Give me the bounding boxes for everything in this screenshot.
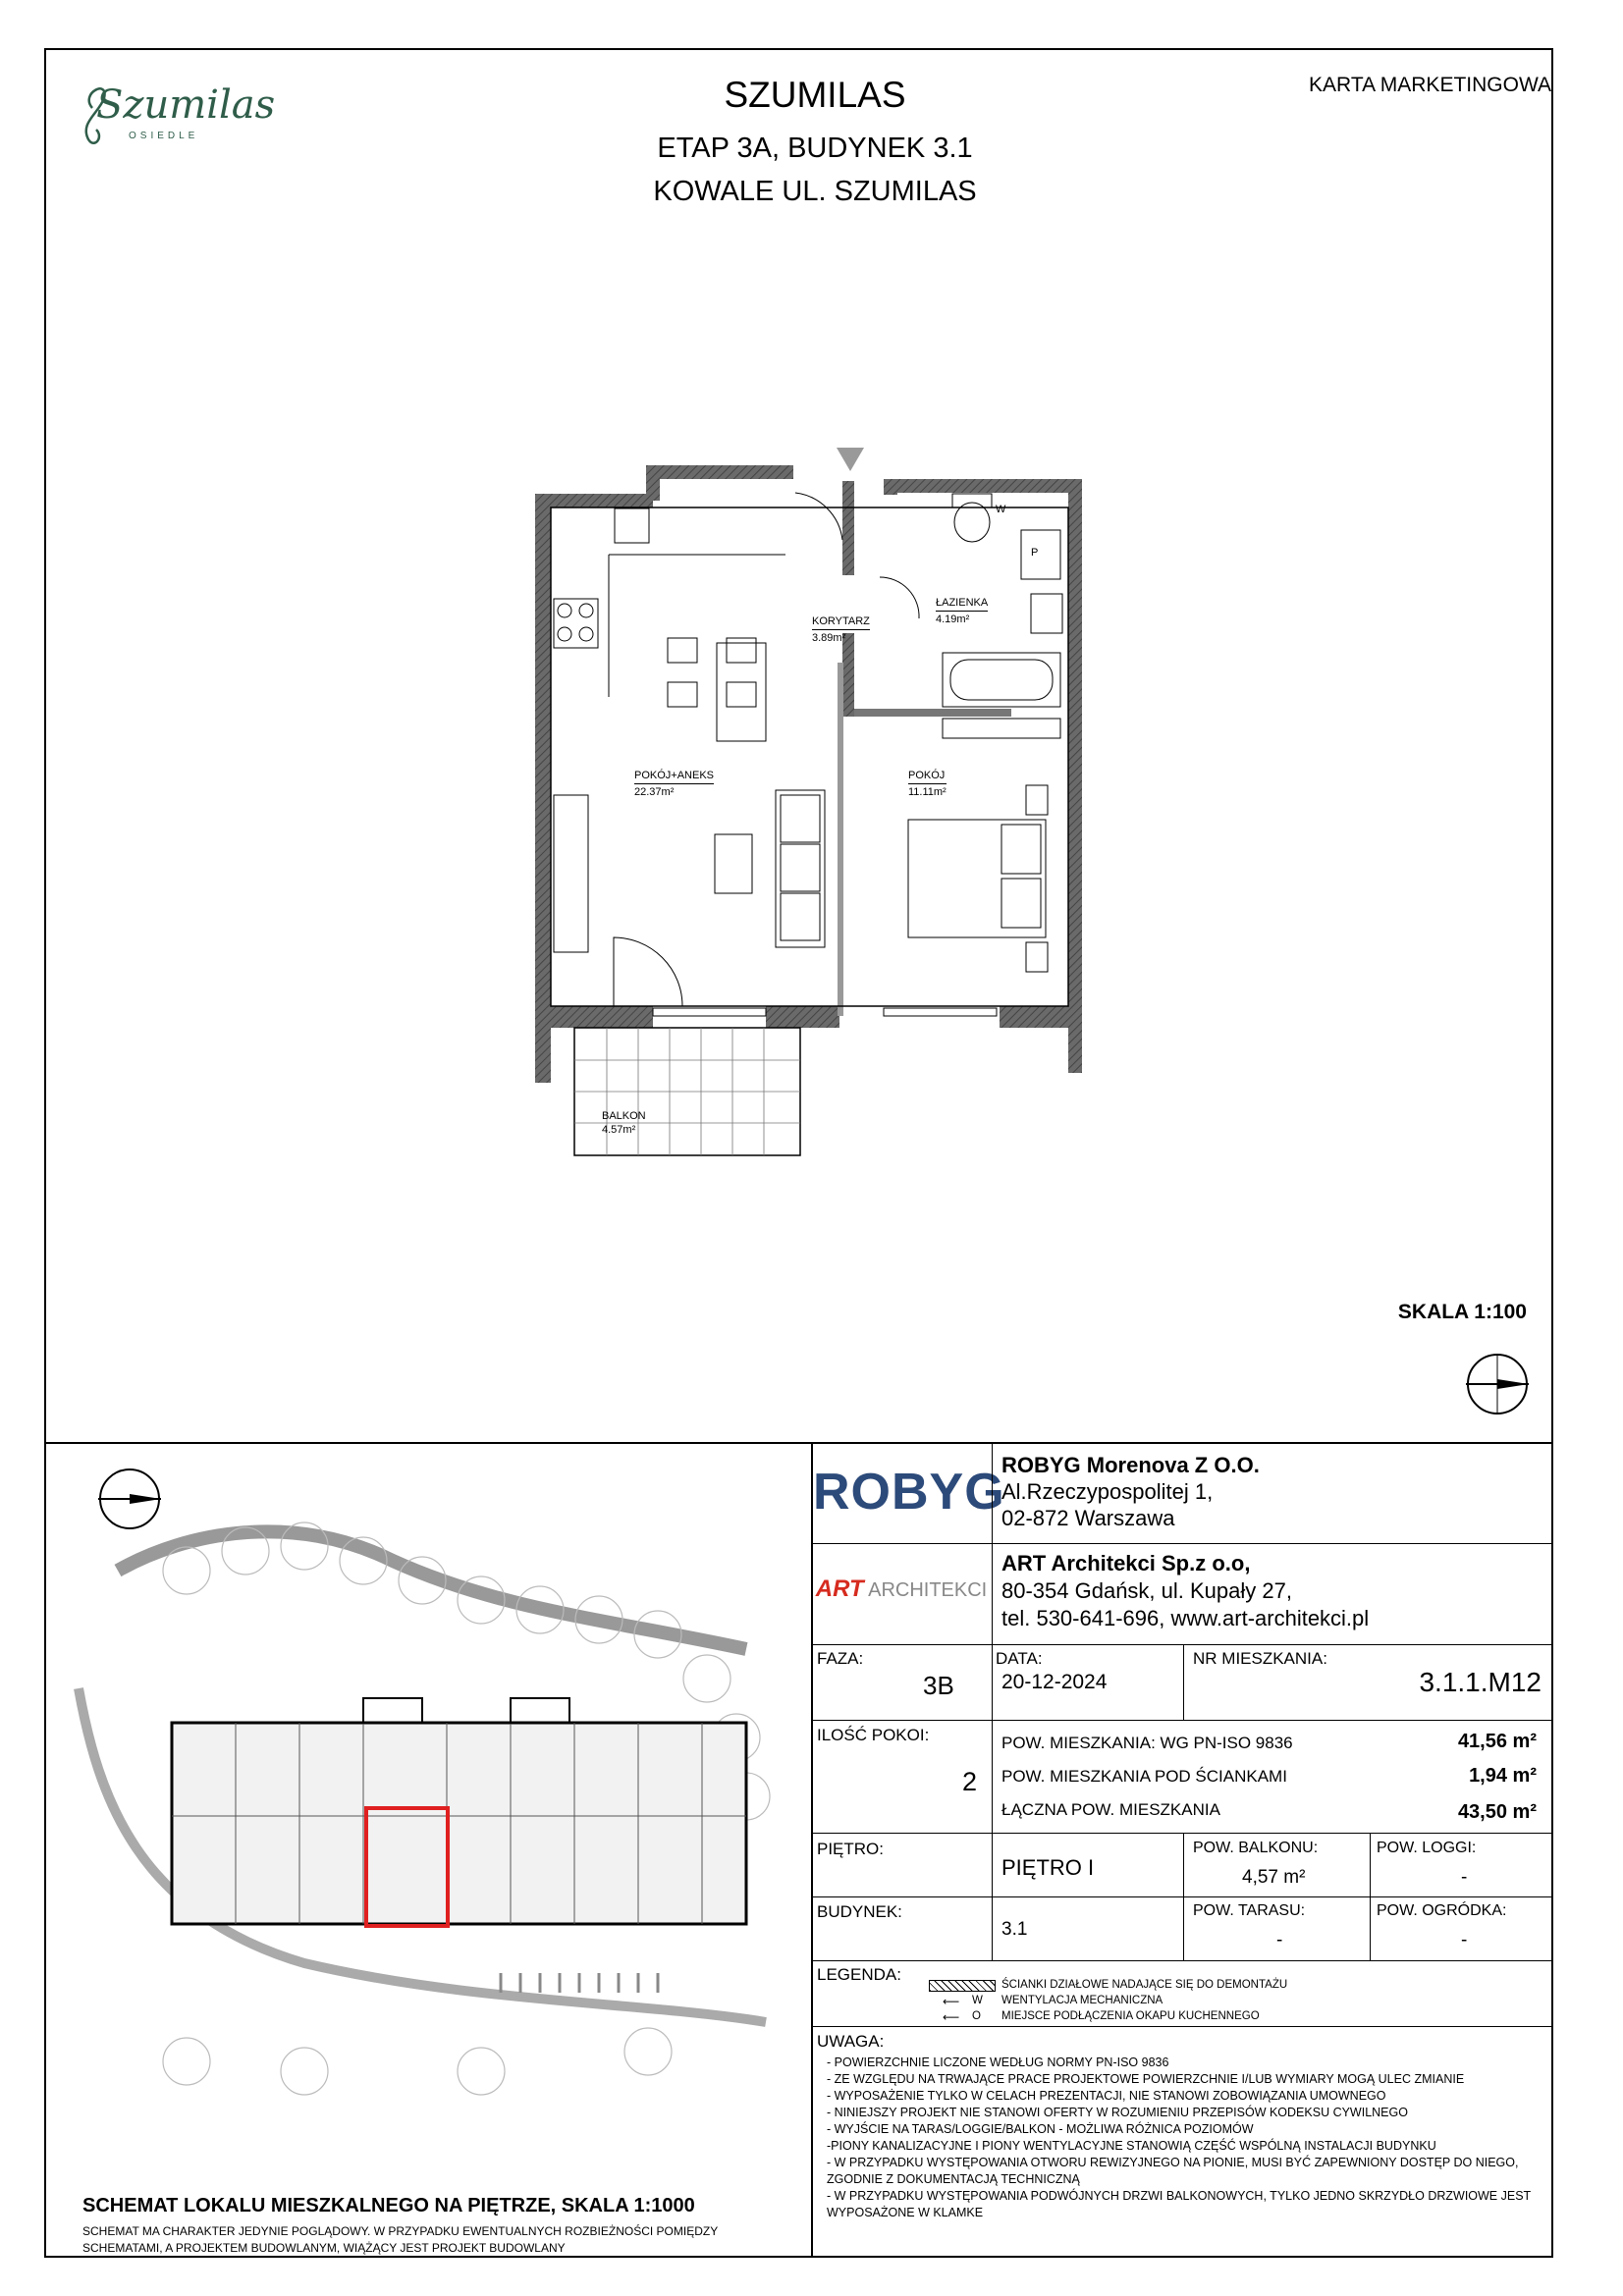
site-caption: SCHEMAT LOKALU MIESZKALNEGO NA PIĘTRZE, SKALA 1:1000 — [82, 2195, 695, 2216]
divider-main — [44, 1442, 1553, 1444]
balkon-value: 4,57 m² — [1242, 1867, 1306, 1888]
room-name: BALKON — [602, 1110, 646, 1122]
room-lazienka — [936, 595, 988, 627]
floor-plan — [530, 432, 1090, 1168]
hatch-swatch — [929, 1980, 996, 1992]
info-col-line — [992, 1720, 993, 1960]
remark-item: - POWIERZCHNIE LICZONE WEDŁUG NORMY PN-ISO 9836 — [827, 2056, 1169, 2069]
room-name: KORYTARZ — [812, 614, 870, 630]
arrow-left-icon: ⟵ — [943, 1995, 960, 2008]
info-row-line — [811, 1896, 1553, 1897]
info-col-line — [1183, 1833, 1184, 1960]
project-stage: ETAP 3A, BUDYNEK 3.1 — [657, 133, 973, 164]
room-name: POKÓJ — [908, 768, 947, 784]
remark-item: - WYJŚCIE NA TARAS/LOGGIE/BALKON - MOŻLIWA RÓŻNICA POZIOMÓW — [827, 2122, 1254, 2136]
site-note-2: SCHEMATAMI, A PROJEKTEM BUDOWLANYM, WIĄŻĄCY JEST PROJEKT BUDOWLANY — [82, 2241, 566, 2255]
pokoje-label: ILOŚĆ POKOI: — [817, 1726, 930, 1744]
remark-item: WYPOSAŻONE W KLAMKE — [827, 2206, 984, 2219]
plan-scale: SKALA 1:100 — [1397, 1301, 1527, 1323]
remark-item: - NINIEJSZY PROJEKT NIE STANOWI OFERTY W ROZUMIENIU PRZEPISÓW KODEKSU CYWILNEGO — [827, 2106, 1408, 2119]
pietro-label: PIĘTRO: — [817, 1840, 885, 1858]
legend-item-1: ŚCIANKI DZIAŁOWE NADAJĄCE SIĘ DO DEMONTAŻU — [1001, 1979, 1288, 1991]
room-pokoj-aneks — [634, 768, 714, 800]
info-row-line — [811, 1644, 1553, 1645]
room-name: POKÓJ+ANEKS — [634, 768, 714, 784]
nr-label: NR MIESZKANIA: — [1193, 1649, 1327, 1668]
info-row-line — [811, 1720, 1553, 1721]
data-value: 20-12-2024 — [1001, 1671, 1108, 1693]
area2-value: 1,94 m² — [1469, 1765, 1537, 1787]
info-row-line — [811, 1960, 1553, 1961]
ventilation-mark: W — [996, 504, 1006, 515]
legend-item-2: WENTYLACJA MECHANICZNA — [1001, 1995, 1163, 2006]
architect-address: 80-354 Gdańsk, ul. Kupały 27, — [1001, 1578, 1292, 1603]
divider-info-column — [811, 1442, 813, 2258]
budynek-value: 3.1 — [1001, 1919, 1028, 1940]
site-schema — [59, 1453, 805, 2101]
taras-label: POW. TARASU: — [1193, 1902, 1306, 1919]
area1-value: 41,56 m² — [1457, 1731, 1537, 1752]
szumilas-logo — [75, 69, 276, 157]
area3-value: 43,50 m² — [1457, 1801, 1537, 1823]
north-arrow-icon — [1463, 1350, 1532, 1423]
remark-item: - W PRZYPADKU WYSTĘPOWANIA OTWORU REWIZYJNEGO NA PIONIE, MUSI BYĆ ZAPEWNIONY DOSTĘP DO NIEGO, — [827, 2156, 1519, 2169]
area3-label: ŁĄCZNA POW. MIESZKANIA — [1001, 1800, 1220, 1819]
info-row-line — [811, 2026, 1553, 2027]
pokoje-value: 2 — [962, 1767, 978, 1796]
balkon-label: POW. BALKONU: — [1193, 1840, 1319, 1856]
art-logo-mark: ART — [815, 1575, 864, 1602]
art-logo-text: ARCHITEKCI — [868, 1579, 988, 1601]
project-title: SZUMILAS — [724, 75, 906, 115]
art-logo — [813, 1575, 990, 1603]
remarks-label: UWAGA: — [817, 2032, 885, 2051]
room-area: 4.57m² — [602, 1124, 636, 1136]
legend-mark-w: W — [972, 1995, 983, 2006]
info-col-line — [1370, 1833, 1371, 1960]
nr-value: 3.1.1.M12 — [1419, 1667, 1542, 1697]
remark-item: - W PRZYPADKU WYSTĘPOWANIA PODWÓJNYCH DRZWI BALKONOWYCH, TYLKO JEDNO SKRZYDŁO DRZWIOWE JEST — [827, 2189, 1532, 2203]
room-area: 22.37m² — [634, 786, 675, 798]
budynek-label: BUDYNEK: — [817, 1902, 902, 1921]
remark-item: - WYPOSAŻENIE TYLKO W CELACH PREZENTACJI, NIE STANOWI ZOBOWIĄZANIA UMOWNEGO — [827, 2089, 1386, 2103]
room-korytarz — [812, 614, 870, 646]
remark-item: ZGODNIE Z DOKUMENTACJĄ TECHNICZNĄ — [827, 2172, 1080, 2186]
legend-mark-o: O — [972, 2010, 981, 2022]
info-row-line — [811, 1833, 1553, 1834]
shaft-mark: P — [1031, 547, 1039, 559]
robyg-logo: ROBYG — [813, 1464, 1005, 1521]
room-area: 3.89m² — [812, 632, 846, 644]
room-balkon — [602, 1109, 646, 1137]
faza-value: 3B — [923, 1671, 954, 1700]
area2-label: POW. MIESZKANIA POD ŚCIANKAMI — [1001, 1767, 1287, 1786]
pietro-value: PIĘTRO I — [1001, 1855, 1095, 1880]
logo-subtitle: OSIEDLE — [129, 131, 199, 141]
remark-item: - ZE WZGLĘDU NA TRWAJĄCE PRACE PROJEKTOWE POWIERZCHNIE I/LUB WYMIARY MOGĄ ULEC ZMIANIE — [827, 2072, 1465, 2086]
developer-address-2: 02-872 Warszawa — [1001, 1506, 1175, 1530]
architect-name: ART Architekci Sp.z o.o, — [1001, 1551, 1251, 1575]
info-col-line — [1183, 1644, 1184, 1720]
room-pokoj — [908, 768, 947, 800]
area1-label: POW. MIESZKANIA: WG PN-ISO 9836 — [1001, 1734, 1293, 1752]
legend-item-3: MIEJSCE PODŁĄCZENIA OKAPU KUCHENNEGO — [1001, 2010, 1260, 2022]
ogrodek-label: POW. OGRÓDKA: — [1377, 1902, 1507, 1919]
loggia-value: - — [1461, 1867, 1468, 1888]
info-row-line — [811, 1543, 1553, 1544]
faza-label: FAZA: — [817, 1649, 864, 1668]
project-location: KOWALE UL. SZUMILAS — [653, 176, 977, 207]
logo-wordmark: Szumilas — [96, 82, 276, 128]
legend-label: LEGENDA: — [817, 1965, 901, 1984]
logo-separator — [992, 1442, 993, 1644]
taras-value: - — [1276, 1930, 1283, 1950]
developer-name: ROBYG Morenova Z O.O. — [1001, 1453, 1260, 1477]
room-area: 11.11m² — [908, 786, 947, 798]
remark-item: -PIONY KANALIZACYJNE I PIONY WENTYLACYJNE STANOWIĄ CZĘŚĆ WSPÓLNĄ INSTALACJI BUDYNKU — [827, 2139, 1436, 2153]
developer-address-1: Al.Rzeczypospolitej 1, — [1001, 1479, 1214, 1504]
room-name: ŁAZIENKA — [936, 595, 988, 612]
site-note-1: SCHEMAT MA CHARAKTER JEDYNIE POGLĄDOWY. W PRZYPADKU EWENTUALNYCH ROZBIEŻNOŚCI POMIĘDZY — [82, 2224, 719, 2238]
architect-contact: tel. 530-641-696, www.art-architekci.pl — [1001, 1606, 1370, 1630]
data-label: DATA: — [996, 1649, 1043, 1668]
arrow-left-icon: ⟵ — [943, 2010, 960, 2024]
room-area: 4.19m² — [936, 614, 970, 625]
ogrodek-value: - — [1461, 1930, 1468, 1950]
card-type: KARTA MARKETINGOWA — [1309, 74, 1551, 96]
loggia-label: POW. LOGGI: — [1377, 1840, 1477, 1856]
info-col-line — [992, 1644, 993, 1720]
